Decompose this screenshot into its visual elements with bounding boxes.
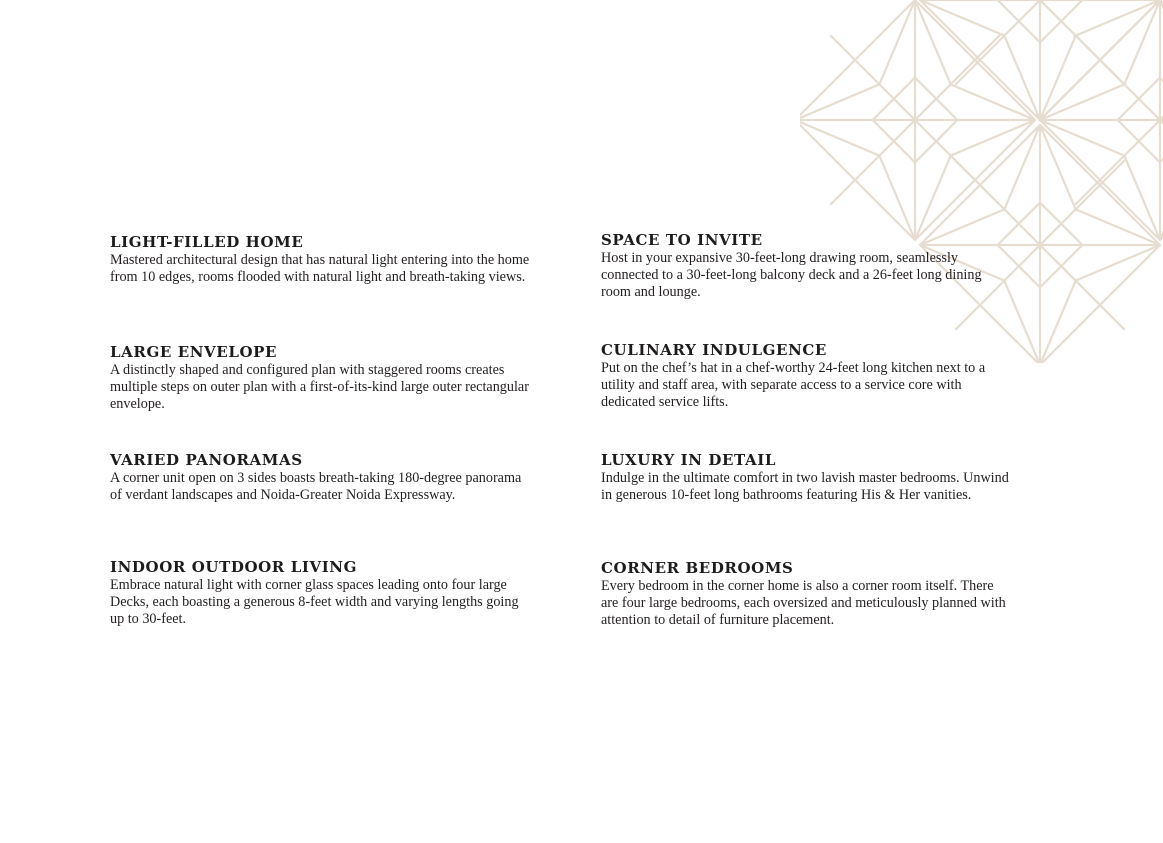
feature-space-to-invite	[601, 231, 1013, 301]
feature-body: A distinctly shaped and configured plan with staggered rooms creates multiple steps on outer plan with a first-of-its-kind large outer rectangular envelope.	[110, 362, 529, 412]
geometric-lattice-icon	[800, 0, 1163, 363]
feature-body: Every bedroom in the corner home is also a corner room itself. There are four large bedrooms, each oversized and meticulously planned with attention to detail of furniture placement.	[601, 578, 1006, 628]
feature-title: VARIED PANORAMAS	[110, 451, 303, 469]
feature-title: CULINARY INDULGENCE	[601, 341, 827, 359]
feature-indoor-outdoor-living	[110, 558, 530, 628]
feature-body: Put on the chef’s hat in a chef-worthy 24-feet long kitchen next to a utility and staff area, with separate access to a service core with dedicated service lifts.	[601, 360, 986, 410]
feature-body: A corner unit open on 3 sides boasts breath-taking 180-degree panorama of verdant landscapes and Noida-Greater Noida Expressway.	[110, 470, 522, 503]
feature-culinary-indulgence	[601, 341, 1013, 411]
feature-body: Indulge in the ultimate comfort in two lavish master bedrooms. Unwind in generous 10-feet long bathrooms featuring His & Her vanities.	[601, 470, 1009, 503]
feature-title: SPACE TO INVITE	[601, 231, 763, 249]
feature-corner-bedrooms	[601, 559, 1013, 629]
feature-title: LARGE ENVELOPE	[110, 343, 278, 361]
feature-title: INDOOR OUTDOOR LIVING	[110, 558, 358, 576]
feature-varied-panoramas	[110, 451, 530, 504]
feature-luxury-in-detail	[601, 451, 1013, 504]
feature-body: Host in your expansive 30-feet-long drawing room, seamlessly connected to a 30-feet-long balcony deck and a 26-feet long dining room and lounge.	[601, 250, 982, 300]
feature-body: Mastered architectural design that has natural light entering into the home from 10 edges, rooms flooded with natural light and breath-taking views.	[110, 252, 530, 285]
feature-title: LIGHT-FILLED HOME	[110, 233, 304, 251]
feature-title: CORNER BEDROOMS	[601, 559, 794, 577]
feature-large-envelope	[110, 343, 530, 413]
feature-body: Embrace natural light with corner glass spaces leading onto four large Decks, each boasting a generous 8-feet width and varying lengths going up to 30-feet.	[110, 577, 519, 627]
feature-title: LUXURY IN DETAIL	[601, 451, 776, 469]
feature-light-filled-home	[110, 233, 530, 286]
